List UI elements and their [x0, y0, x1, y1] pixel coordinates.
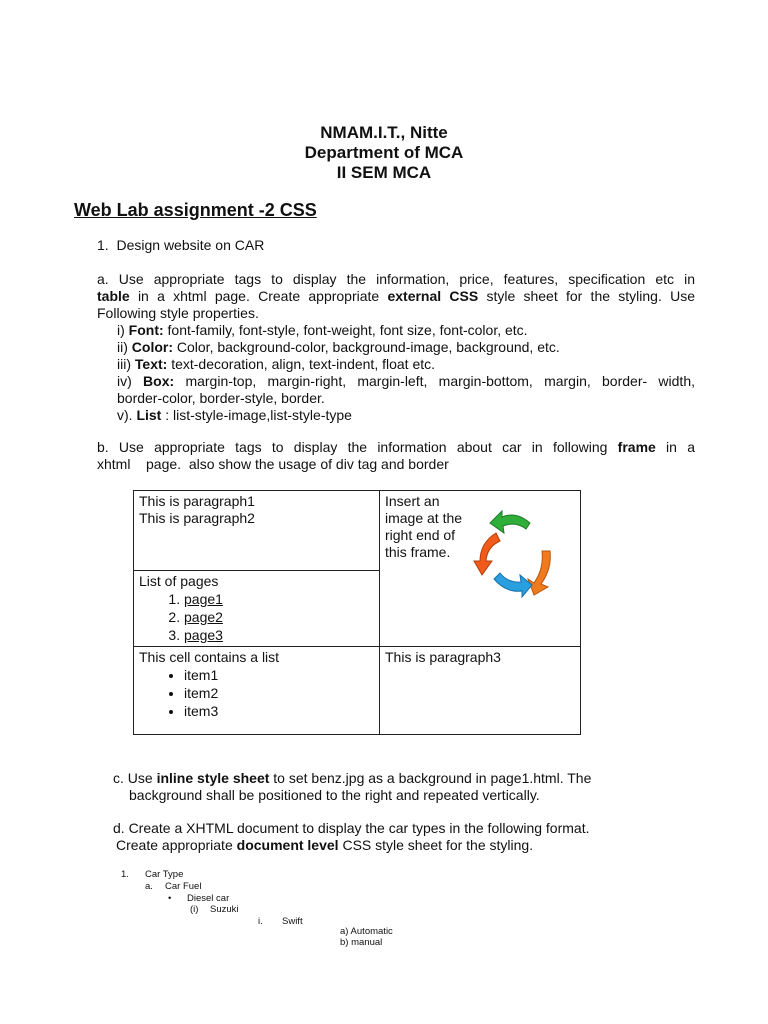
- text: : list-style-image,list-style-type: [161, 407, 352, 423]
- page-link-2[interactable]: [184, 608, 374, 626]
- question-1: [97, 237, 264, 254]
- text: font-family, font-style, font-weight, font size, font-color, etc.: [163, 322, 528, 338]
- property-box-continued: [117, 390, 695, 407]
- sample-manual: b) manual: [340, 937, 383, 948]
- department-name: Department of MCA: [304, 143, 464, 162]
- page-link-text[interactable]: page3: [184, 627, 223, 643]
- pages-list: [139, 590, 374, 644]
- part-b: [97, 439, 695, 473]
- sample-automatic: a) Automatic: [340, 926, 393, 937]
- text: border-color, border-style, border.: [117, 390, 325, 406]
- sample-i: i.: [258, 916, 263, 927]
- insert-line: right end of: [385, 527, 456, 543]
- sample-diesel-car: Diesel car: [187, 893, 230, 904]
- text: margin-top, margin-right, margin-left, margin-bottom, margin, border- width,: [174, 373, 695, 389]
- frame-layout-table: [133, 490, 581, 735]
- page-link-text[interactable]: page2: [184, 609, 223, 625]
- part-d-line2-pre: Create appropriate: [116, 837, 237, 853]
- bold-document-level: document level: [236, 837, 339, 853]
- part-d: [113, 820, 590, 854]
- prefix: iv): [117, 373, 144, 389]
- pages-cell: [134, 571, 380, 647]
- property-text: [117, 356, 695, 373]
- image-cell: [380, 491, 581, 647]
- sample-num-1: 1.: [121, 869, 129, 880]
- part-b-line1-post: in a: [655, 439, 695, 455]
- bold-frame: frame: [617, 439, 656, 455]
- property-font: [117, 322, 695, 339]
- red-orange-arrow-icon: [474, 533, 500, 575]
- insert-line: image at the: [385, 510, 463, 526]
- part-b-line1: [97, 439, 695, 456]
- part-a-line2: [97, 288, 695, 305]
- sample-swift: Swift: [282, 916, 303, 927]
- prefix: ii): [117, 339, 132, 355]
- assignment-title: Web Lab assignment -2 CSS: [74, 200, 317, 220]
- prefix: iii): [117, 356, 135, 372]
- prefix: v).: [117, 407, 137, 423]
- prefix: i): [117, 322, 129, 338]
- page-link-3[interactable]: [184, 626, 374, 644]
- sample-roman-i: (i): [190, 904, 199, 915]
- part-c-line1: [113, 770, 591, 787]
- property-list: [117, 407, 695, 424]
- semester-label: II SEM MCA: [336, 163, 432, 182]
- paragraph-3: This is paragraph3: [385, 649, 501, 665]
- items-list: [139, 666, 374, 720]
- text: text-decoration, align, text-indent, float etc.: [167, 356, 436, 372]
- label: Text:: [134, 356, 168, 372]
- property-box: [117, 373, 695, 390]
- list-cell: [134, 647, 380, 735]
- bold-external-css: external CSS: [387, 288, 479, 304]
- page-link-1[interactable]: [184, 590, 374, 608]
- paragraph-cell: [134, 491, 380, 571]
- bold-inline-style-sheet: inline style sheet: [156, 770, 270, 786]
- style-properties-list: [97, 322, 695, 424]
- paragraph-1: This is paragraph1: [139, 493, 255, 509]
- label: List: [136, 407, 162, 423]
- part-a-line2-mid: in a xhtml page. Create appropriate: [129, 288, 388, 304]
- list-of-pages-label: List of pages: [139, 573, 219, 589]
- cycle-arrows-image: [472, 499, 570, 605]
- blue-arrow-icon: [494, 573, 532, 597]
- bold-table: table: [97, 288, 130, 304]
- part-a: [97, 271, 695, 424]
- part-c: [113, 770, 591, 804]
- part-c-line2: background shall be positioned to the right and repeated vertically.: [129, 787, 540, 803]
- part-a-line2-end: style sheet for the styling. Use: [478, 288, 695, 304]
- sample-car-fuel: Car Fuel: [165, 881, 202, 892]
- question-number: 1.: [97, 237, 109, 253]
- text: Color, background-color, background-image, background, etc.: [173, 339, 560, 355]
- sample-car-type: Car Type: [145, 869, 184, 880]
- page-link-text[interactable]: page1: [184, 591, 223, 607]
- question-text: Design website on CAR: [116, 237, 265, 253]
- sample-suzuki: Suzuki: [210, 904, 239, 915]
- insert-line: this frame.: [385, 544, 451, 560]
- paragraph-3-cell: [380, 647, 581, 735]
- label: Box:: [143, 373, 175, 389]
- green-arrow-icon: [490, 511, 530, 533]
- part-d-line2: [113, 837, 590, 854]
- list-cell-title: This cell contains a list: [139, 649, 280, 665]
- bullet-icon: •: [168, 893, 172, 904]
- property-color: [117, 339, 695, 356]
- part-a-line1: a. Use appropriate tags to display the information, price, features, specification etc in: [97, 271, 695, 287]
- label: Color:: [131, 339, 173, 355]
- paragraph-2: This is paragraph2: [139, 510, 255, 526]
- sample-letter-a: a.: [145, 881, 153, 892]
- institute-name: NMAM.I.T., Nitte: [320, 123, 448, 142]
- part-d-line1: d. Create a XHTML document to display the car types in the following format.: [113, 820, 590, 836]
- label: Font:: [128, 322, 164, 338]
- part-b-line1-pre: b. Use appropriate tags to display the information about car in following: [97, 439, 618, 455]
- orange-arrow-icon: [528, 551, 550, 595]
- list-item: • item1: [184, 666, 374, 684]
- part-c-post: to set benz.jpg as a background in page1.html. The: [269, 770, 592, 786]
- insert-line: Insert an: [385, 493, 440, 509]
- list-item: • item3: [184, 702, 374, 720]
- part-d-line2-post: CSS style sheet for the styling.: [338, 837, 534, 853]
- insert-image-text: [385, 493, 475, 561]
- part-c-pre: c. Use: [113, 770, 157, 786]
- list-item: • item2: [184, 684, 374, 702]
- part-b-line2: xhtml page. also show the usage of div tag and border: [97, 456, 449, 472]
- part-a-line3: Following style properties.: [97, 305, 259, 321]
